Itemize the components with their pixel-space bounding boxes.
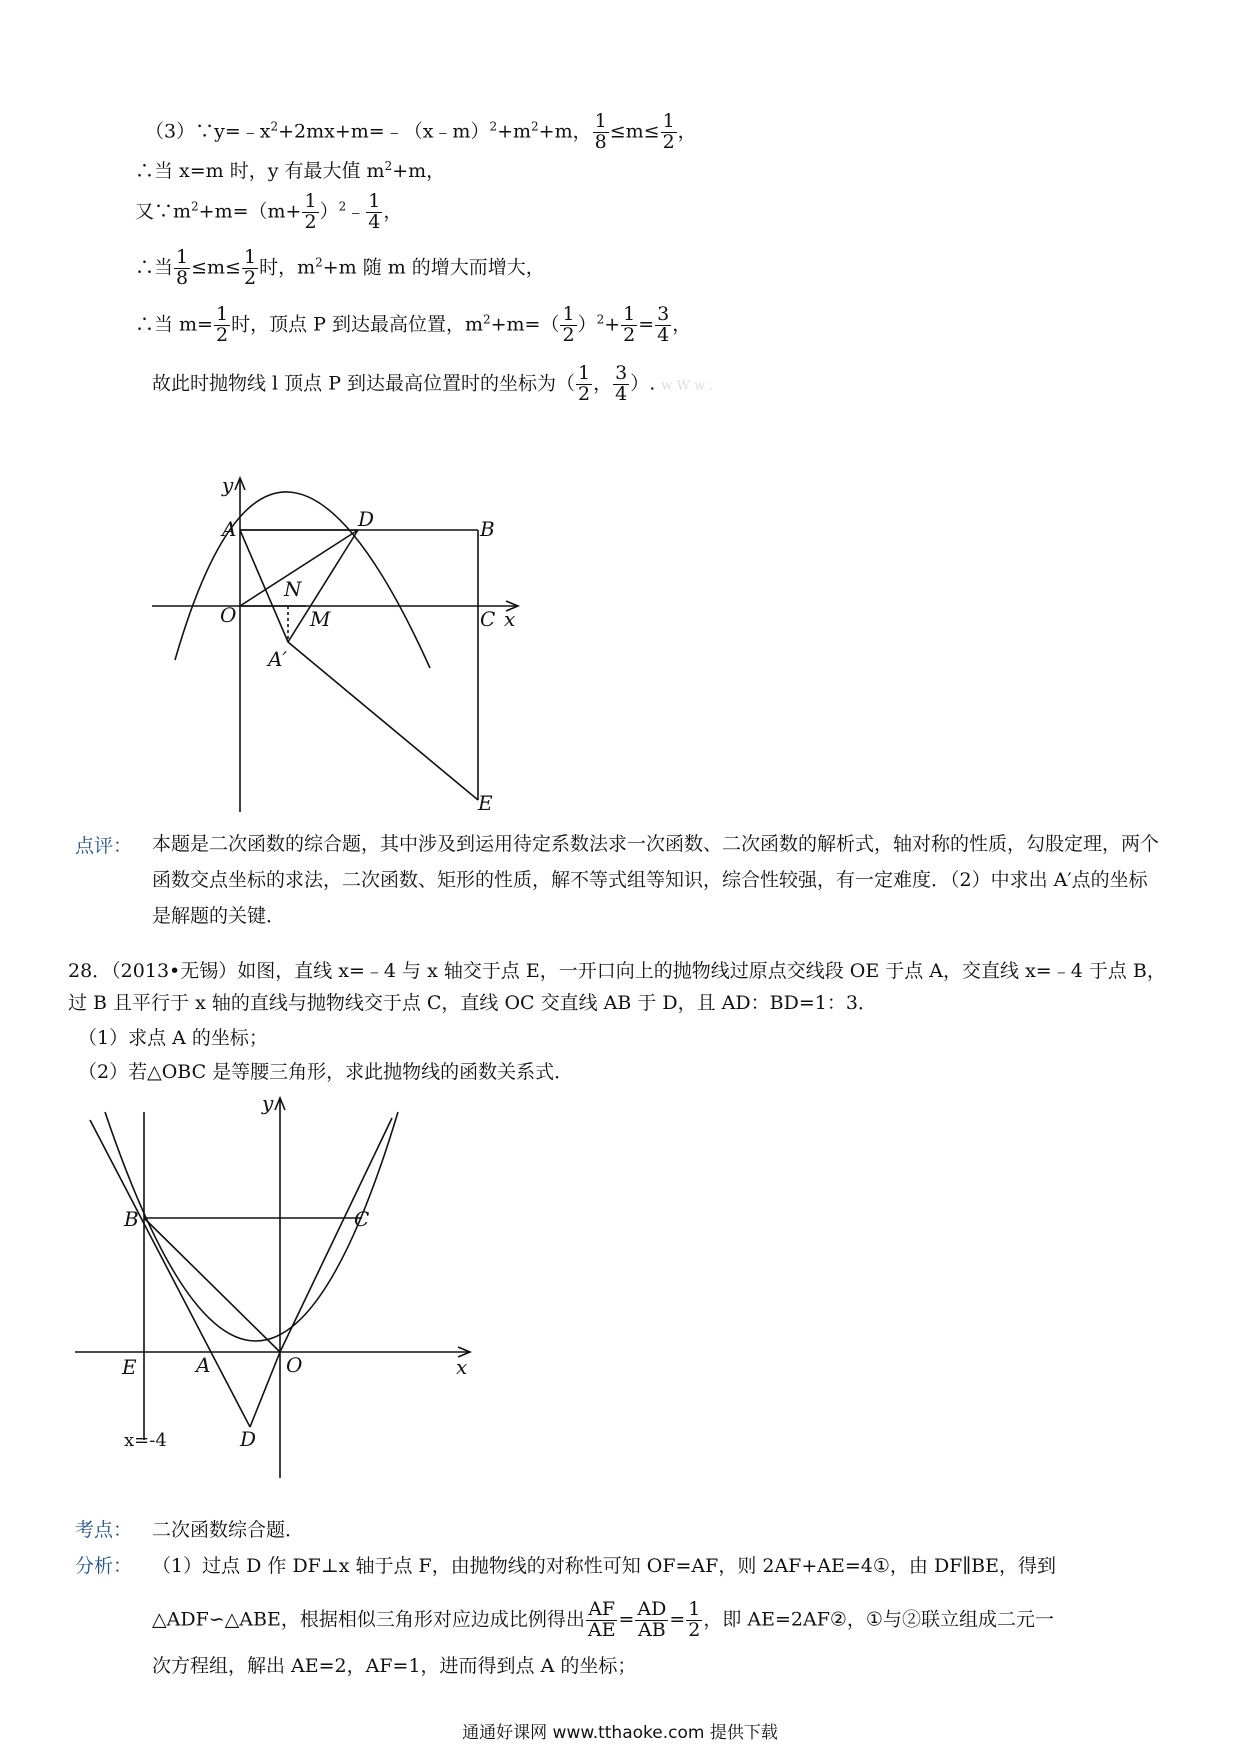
label-B: B bbox=[480, 517, 495, 541]
solution-line-2: ∴当 x=m 时，y 有最大值 $m^2+m$， bbox=[135, 159, 446, 182]
fraction: $\frac{1}{2}$ bbox=[304, 190, 317, 233]
fraction: $\frac{3}{4}$ bbox=[657, 303, 670, 346]
footer: 通通好课网 www.tthaoke.com 提供下载 bbox=[462, 1723, 778, 1743]
label-O: O bbox=[286, 1353, 303, 1377]
figure-1 bbox=[150, 470, 530, 815]
solution-line-1: $(3)\because y=﹣x^2+2mx+m=﹣(x﹣m)^2+m^2+m$， $\frac{1}{8}$ ≤m≤ $\frac{1}{2}$ ， bbox=[145, 110, 697, 153]
problem-stem: 28．（2013•无锡）如图，直线 x=﹣4 与 x 轴交于点 E，一开口向上的抛物线过原点交线段 OE 于点 A，交直线 x=﹣4 于点 B，过 B 且平行于 x 轴的直线与抛物线交于点 C，直线 OC 交直线 AB 于 D，且 AD：BD=1：3． bbox=[68, 960, 1166, 1014]
fenxi-line-3: 次方程组，解出 AE=2，AF=1，进而得到点 A 的坐标； bbox=[152, 1655, 637, 1677]
label-D: D bbox=[240, 1427, 257, 1451]
label-y: y bbox=[262, 1091, 274, 1115]
label-D: D bbox=[358, 507, 375, 531]
fraction: $\frac{1}{2}$ bbox=[562, 303, 575, 346]
watermark-text: w W w . bbox=[661, 378, 714, 394]
label-E: E bbox=[122, 1355, 137, 1379]
problem-q2: （2）若△OBC 是等腰三角形，求此抛物线的函数关系式． bbox=[78, 1061, 574, 1083]
label-A-prime: A′ bbox=[268, 647, 287, 671]
solution-line-3: 又$\because m^2+m=(m+$ $\frac{1}{2}$ ）$^2$﹣ $\frac{1}{4}$ ， bbox=[135, 190, 403, 233]
fraction: $\frac{AD}{AB}$ bbox=[637, 1598, 667, 1641]
label-N: N bbox=[284, 577, 302, 601]
fraction: $\frac{1}{2}$ bbox=[243, 246, 257, 289]
label-E: E bbox=[478, 791, 493, 815]
label-A: A bbox=[222, 517, 237, 541]
label-B: B bbox=[124, 1207, 139, 1231]
fraction: $\frac{1}{4}$ bbox=[368, 190, 381, 233]
comment-text: 本题是二次函数的综合题，其中涉及到运用待定系数法求一次函数、二次函数的解析式，轴对称的性质，勾股定理，两个函数交点坐标的求法，二次函数、矩形的性质，解不等式组等知识，综合性较强，有一定难度．（2）中求出 A′点的坐标是解题的关键． bbox=[152, 833, 1160, 927]
label-O: O bbox=[220, 603, 237, 627]
label-A: A bbox=[196, 1353, 211, 1377]
parabola bbox=[175, 492, 430, 668]
label-C: C bbox=[480, 607, 496, 631]
label-x: x bbox=[504, 607, 516, 631]
comment-label: 点评： bbox=[75, 835, 133, 857]
fraction: $\frac{1}{2}$ bbox=[578, 362, 591, 405]
fenxi-label: 分析： bbox=[75, 1555, 133, 1577]
fraction: $\frac{1}{2}$ bbox=[662, 110, 675, 153]
figure-2 bbox=[70, 1090, 480, 1485]
fenxi-line-2: △ADF∽△ABE，根据相似三角形对应边成比例得出 $\frac{AF}{AE}$ = $\frac{AD}{AB}$ = $\frac{1}{2}$ ，即 AE=2AF②，①与②联立组成二元一 bbox=[152, 1598, 1054, 1641]
fraction: $\frac{1}{2}$ bbox=[688, 1598, 701, 1641]
kaodian-label: 考点： bbox=[75, 1519, 133, 1541]
problem-q1: （1）求点 A 的坐标； bbox=[78, 1027, 268, 1049]
fraction: $\frac{3}{4}$ bbox=[615, 362, 628, 405]
fraction: $\frac{1}{8}$ bbox=[176, 246, 189, 289]
solution-line-5: ∴当 m= $\frac{1}{2}$ 时，顶点 P 到达最高位置，$m^2+m=$（ $\frac{1}{2}$ ）$^2$+ $\frac{1}{2}$ = $\frac{3}{4}$ ， bbox=[135, 303, 692, 346]
fraction: $\frac{1}{2}$ bbox=[623, 303, 636, 346]
fraction: $\frac{1}{2}$ bbox=[215, 303, 229, 346]
label-y: y bbox=[222, 473, 234, 497]
label-x: x bbox=[456, 1355, 468, 1379]
kaodian-text: 二次函数综合题． bbox=[152, 1519, 305, 1541]
fenxi-line-1: （1）过点 D 作 DF⊥x 轴于点 F，由抛物线的对称性可知 OF=AF，则 2AF+AE=4①，由 DF∥BE，得到 bbox=[152, 1555, 1056, 1577]
label-C: C bbox=[354, 1207, 370, 1231]
solution-line-4: ∴当 $\frac{1}{8}$ ≤m≤ $\frac{1}{2}$ 时，$m^2+m$ 随 m 的增大而增大， bbox=[135, 246, 545, 289]
label-M: M bbox=[310, 607, 331, 631]
solution-line-6: 故此时抛物线 l 顶点 P 到达最高位置时的坐标为（ $\frac{1}{2}$ ， $\frac{3}{4}$ ）. w W w . bbox=[152, 362, 714, 405]
fraction: $\frac{1}{8}$ bbox=[594, 110, 607, 153]
label-line: x=-4 bbox=[124, 1430, 167, 1451]
fraction: $\frac{AF}{AE}$ bbox=[587, 1598, 616, 1641]
